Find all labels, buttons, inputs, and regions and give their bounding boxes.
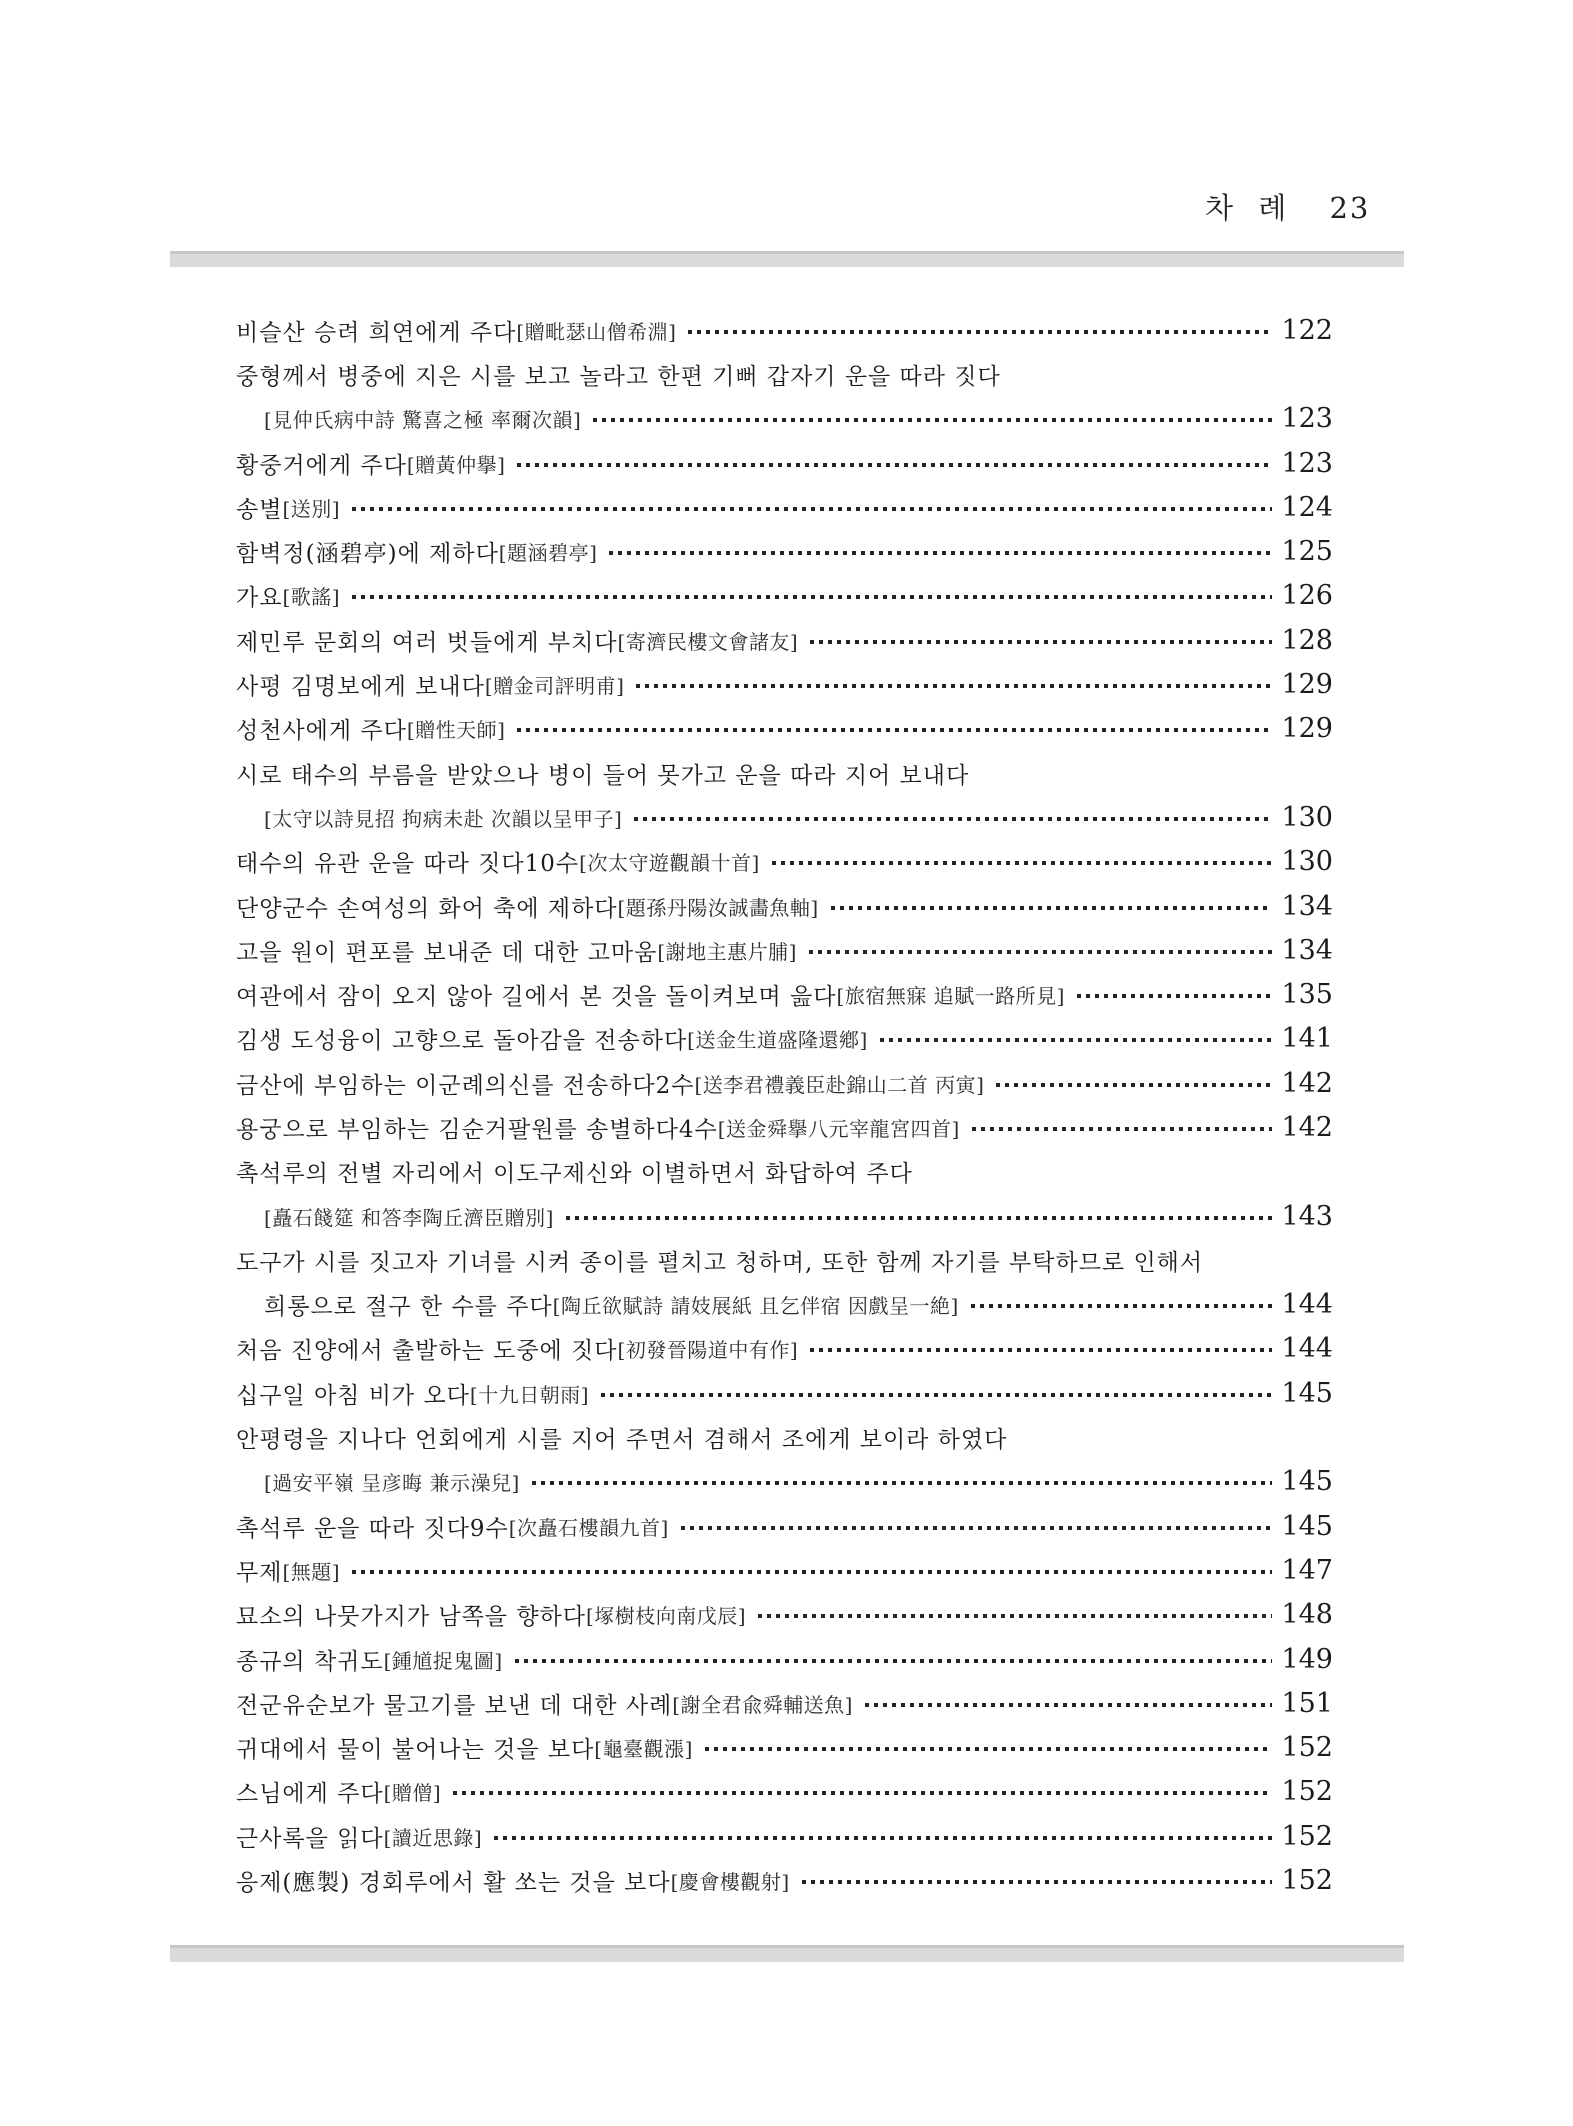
entry-page-number: 125 xyxy=(1281,536,1333,568)
dot-leader xyxy=(352,595,1272,599)
toc-entry xyxy=(236,1017,1333,1061)
entry-hanja: [送金生道盛隆還鄕] xyxy=(687,1028,868,1053)
entry-page-number: 129 xyxy=(1281,669,1333,701)
entry-title: 태수의 유관 운을 따라 짓다10수 xyxy=(236,851,580,878)
entry-page-number: 145 xyxy=(1281,1377,1333,1409)
entry-hanja: [送別] xyxy=(282,496,341,521)
entry-title: 고을 원이 편포를 보내준 데 대한 고마움 xyxy=(236,939,658,966)
entry-hanja: [謝地主惠片脯] xyxy=(657,939,797,964)
dot-leader xyxy=(865,1703,1273,1707)
entry-hanja: [讀近思錄] xyxy=(383,1825,483,1850)
entry-title: 금산에 부임하는 이군례의신를 전송하다2수 xyxy=(236,1072,695,1099)
dot-leader xyxy=(532,1481,1273,1485)
entry-page-number: 126 xyxy=(1281,580,1333,612)
dot-leader xyxy=(601,1393,1272,1397)
entry-page-number: 149 xyxy=(1281,1643,1333,1675)
entry-hanja: [次太守遊觀韻十首] xyxy=(579,851,760,876)
entry-hanja: [題孫丹陽汝誠畵魚軸] xyxy=(617,895,819,920)
toc-entry xyxy=(236,972,1333,1016)
entry-hanja: [陶丘欲賦詩 請妓展紙 且乞伴宿 因戲呈一絶] xyxy=(552,1294,959,1319)
entry-title: 중형께서 병중에 지은 시를 보고 놀라고 한편 기뻐 갑자기 운을 따라 짓다 xyxy=(236,363,1001,390)
top-divider-bar xyxy=(170,251,1404,267)
entry-page-number: 141 xyxy=(1281,1023,1333,1055)
toc-entry xyxy=(236,751,1333,795)
dot-leader xyxy=(802,1880,1273,1884)
dot-leader xyxy=(634,817,1272,821)
toc-entry xyxy=(236,707,1333,751)
toc-entry xyxy=(236,308,1333,352)
dot-leader xyxy=(831,906,1273,910)
dot-leader xyxy=(971,1304,1273,1308)
toc-entry xyxy=(236,1858,1333,1902)
toc-entry xyxy=(236,840,1333,884)
entry-title: 귀대에서 물이 불어나는 것을 보다 xyxy=(236,1737,595,1764)
toc-entry xyxy=(236,1283,1333,1327)
entry-page-number: 152 xyxy=(1281,1820,1333,1852)
entry-page-number: 124 xyxy=(1281,491,1333,523)
toc-entry xyxy=(236,1150,1333,1194)
dot-leader xyxy=(810,640,1272,644)
entry-title: 가요 xyxy=(236,585,283,612)
toc-entry xyxy=(236,485,1333,529)
dot-leader xyxy=(453,1791,1272,1795)
entry-hanja: [塚樹枝向南戊辰] xyxy=(586,1604,747,1629)
entry-title: 시로 태수의 부름을 받았으나 병이 들어 못가고 운을 따라 지어 보내다 xyxy=(236,762,970,789)
entry-page-number: 144 xyxy=(1281,1289,1333,1321)
entry-title: 송별 xyxy=(236,496,283,523)
entry-title: 묘소의 나뭇가지가 남쪽을 향하다 xyxy=(236,1604,586,1631)
entry-hanja: [龜臺觀漲] xyxy=(594,1737,693,1762)
dot-leader xyxy=(593,418,1272,422)
toc-entry xyxy=(236,1504,1333,1548)
entry-title: 십구일 아침 비가 오다 xyxy=(236,1382,470,1409)
entry-hanja: [初發晉陽道中有作] xyxy=(617,1338,799,1363)
entry-page-number: 135 xyxy=(1281,979,1333,1011)
entry-page-number: 152 xyxy=(1281,1732,1333,1764)
entry-hanja: [歌謠] xyxy=(282,585,341,610)
entry-title: 사평 김명보에게 보내다 xyxy=(236,674,485,701)
toc-entry xyxy=(236,662,1333,706)
entry-page-number: 122 xyxy=(1281,314,1333,346)
entry-title: 촉석루 운을 따라 짓다9수 xyxy=(236,1515,509,1542)
entry-title: 단양군수 손여성의 화어 축에 제하다 xyxy=(236,895,618,922)
dot-leader xyxy=(609,551,1272,555)
entry-hanja: [送金舜擧八元宰龍宮四首] xyxy=(717,1116,960,1141)
toc-entry xyxy=(236,618,1333,662)
toc-entry xyxy=(236,1371,1333,1415)
toc-entry xyxy=(236,1548,1333,1592)
bottom-divider-bar xyxy=(170,1945,1404,1962)
entry-page-number: 142 xyxy=(1281,1067,1333,1099)
entry-hanja: [無題] xyxy=(282,1559,341,1584)
dot-leader xyxy=(681,1526,1273,1530)
entry-hanja: [贈金司評明甫] xyxy=(484,674,625,699)
entry-page-number: 130 xyxy=(1281,801,1333,833)
entry-title: 비슬산 승려 희연에게 주다 xyxy=(236,319,517,346)
dot-leader xyxy=(880,1038,1273,1042)
dot-leader xyxy=(1077,994,1272,998)
entry-hanja: [送李君禮義臣赴錦山二首 丙寅] xyxy=(694,1072,985,1097)
dot-leader xyxy=(517,728,1272,732)
entry-title: 용궁으로 부임하는 김순거팔원를 송별하다4수 xyxy=(236,1116,718,1143)
entry-page-number: 145 xyxy=(1281,1466,1333,1498)
entry-page-number: 128 xyxy=(1281,624,1333,656)
entry-hanja: [寄濟民樓文會諸友] xyxy=(617,629,799,654)
entry-title: 성천사에게 주다 xyxy=(236,718,407,745)
header-page-number: 23 xyxy=(1329,191,1371,225)
entry-page-number: 144 xyxy=(1281,1333,1333,1365)
toc-entry xyxy=(236,1681,1333,1725)
dot-leader xyxy=(809,950,1272,954)
dot-leader xyxy=(758,1614,1272,1618)
toc-entry xyxy=(236,1593,1333,1637)
entry-hanja: [太守以詩見招 拘病未赴 次韻以呈甲子] xyxy=(264,806,623,831)
toc-entry xyxy=(236,1460,1333,1504)
dot-leader xyxy=(772,861,1273,865)
entry-hanja: [次矗石樓韻九首] xyxy=(508,1515,669,1540)
entry-title: 종규의 착귀도 xyxy=(236,1648,384,1675)
dot-leader xyxy=(996,1083,1272,1087)
entry-title: 안평령을 지나다 언회에게 시를 지어 주면서 겸해서 조에게 보이라 하였다 xyxy=(236,1427,1008,1454)
entry-title: 여관에서 잠이 오지 않아 길에서 본 것을 돌이켜보며 읊다 xyxy=(236,984,837,1011)
entry-page-number: 151 xyxy=(1281,1687,1333,1719)
entry-title: 무제 xyxy=(236,1559,283,1586)
entry-page-number: 130 xyxy=(1281,846,1333,878)
entry-hanja: [謝全君兪舜輔送魚] xyxy=(672,1692,853,1717)
entry-title: 처음 진양에서 출발하는 도중에 짓다 xyxy=(236,1338,618,1365)
dot-leader xyxy=(352,1570,1272,1574)
entry-hanja: [慶會樓觀射] xyxy=(670,1870,790,1895)
toc-list xyxy=(236,308,1333,1903)
toc-entry xyxy=(236,1814,1333,1858)
entry-hanja: [贈僧] xyxy=(383,1781,442,1806)
entry-page-number: 123 xyxy=(1281,447,1333,479)
entry-title: 응제(應製) 경회루에서 활 쏘는 것을 보다 xyxy=(236,1870,671,1897)
entry-title: 근사록을 읽다 xyxy=(236,1825,384,1852)
toc-entry xyxy=(236,574,1333,618)
toc-entry xyxy=(236,795,1333,839)
toc-entry xyxy=(236,928,1333,972)
entry-hanja: [題涵碧亭] xyxy=(498,541,598,566)
toc-entry xyxy=(236,1061,1333,1105)
toc-entry xyxy=(236,1770,1333,1814)
entry-page-number: 148 xyxy=(1281,1599,1333,1631)
entry-title: 함벽정(涵碧亭)에 제하다 xyxy=(236,541,499,568)
page-header xyxy=(1205,186,1370,227)
toc-entry xyxy=(236,352,1333,396)
toc-entry xyxy=(236,884,1333,928)
entry-page-number: 143 xyxy=(1281,1200,1333,1232)
entry-title: 전군유순보가 물고기를 보낸 데 대한 사례 xyxy=(236,1692,673,1719)
entry-hanja: [矗石餞筵 和答李陶丘濟臣贈別] xyxy=(264,1205,554,1230)
dot-leader xyxy=(517,463,1272,467)
toc-entry xyxy=(236,1415,1333,1459)
entry-page-number: 134 xyxy=(1281,934,1333,966)
dot-leader xyxy=(705,1747,1273,1751)
entry-title: 황중거에게 주다 xyxy=(236,452,407,479)
entry-hanja: [過安平嶺 呈彦晦 兼示澡兒] xyxy=(264,1471,520,1496)
entry-hanja: [鍾馗捉鬼圖] xyxy=(383,1648,503,1673)
entry-title: 제민루 문회의 여러 벗들에게 부치다 xyxy=(236,629,618,656)
dot-leader xyxy=(810,1348,1272,1352)
toc-entry xyxy=(236,1194,1333,1238)
dot-leader xyxy=(688,330,1272,334)
entry-title: 희롱으로 절구 한 수를 주다 xyxy=(264,1294,553,1321)
entry-page-number: 142 xyxy=(1281,1111,1333,1143)
dot-leader xyxy=(515,1659,1273,1663)
entry-title: 김생 도성융이 고향으로 돌아감을 전송하다 xyxy=(236,1028,688,1055)
entry-hanja: [贈性天師] xyxy=(406,718,506,743)
toc-entry xyxy=(236,441,1333,485)
entry-page-number: 129 xyxy=(1281,713,1333,745)
entry-hanja: [十九日朝雨] xyxy=(469,1382,590,1407)
entry-hanja: [贈毗瑟山僧希淵] xyxy=(516,319,677,344)
entry-title: 스님에게 주다 xyxy=(236,1781,384,1808)
toc-entry xyxy=(236,1327,1333,1371)
entry-page-number: 152 xyxy=(1281,1865,1333,1897)
dot-leader xyxy=(352,507,1272,511)
entry-hanja: [見仲氏病中詩 驚喜之極 率爾次韻] xyxy=(264,408,582,433)
toc-entry xyxy=(236,529,1333,573)
dot-leader xyxy=(494,1836,1272,1840)
entry-hanja: [旅宿無寐 追賦一路所見] xyxy=(836,984,1065,1009)
entry-page-number: 134 xyxy=(1281,890,1333,922)
dot-leader xyxy=(566,1216,1272,1220)
dot-leader xyxy=(972,1127,1273,1131)
dot-leader xyxy=(636,684,1272,688)
header-title: 차 례 xyxy=(1205,191,1295,225)
entry-page-number: 147 xyxy=(1281,1554,1333,1586)
entry-page-number: 123 xyxy=(1281,403,1333,435)
toc-entry xyxy=(236,1726,1333,1770)
entry-page-number: 145 xyxy=(1281,1510,1333,1542)
entry-title: 도구가 시를 짓고자 기녀를 시켜 종이를 펼치고 청하며, 또한 함께 자기를 부탁하므로 인해서 xyxy=(236,1249,1204,1276)
toc-entry xyxy=(236,1637,1333,1681)
entry-hanja: [贈黃仲擧] xyxy=(406,452,506,477)
entry-page-number: 152 xyxy=(1281,1776,1333,1808)
toc-entry xyxy=(236,1105,1333,1149)
entry-title: 촉석루의 전별 자리에서 이도구제신와 이별하면서 화답하여 주다 xyxy=(236,1161,913,1188)
toc-entry xyxy=(236,1238,1333,1282)
toc-entry xyxy=(236,397,1333,441)
